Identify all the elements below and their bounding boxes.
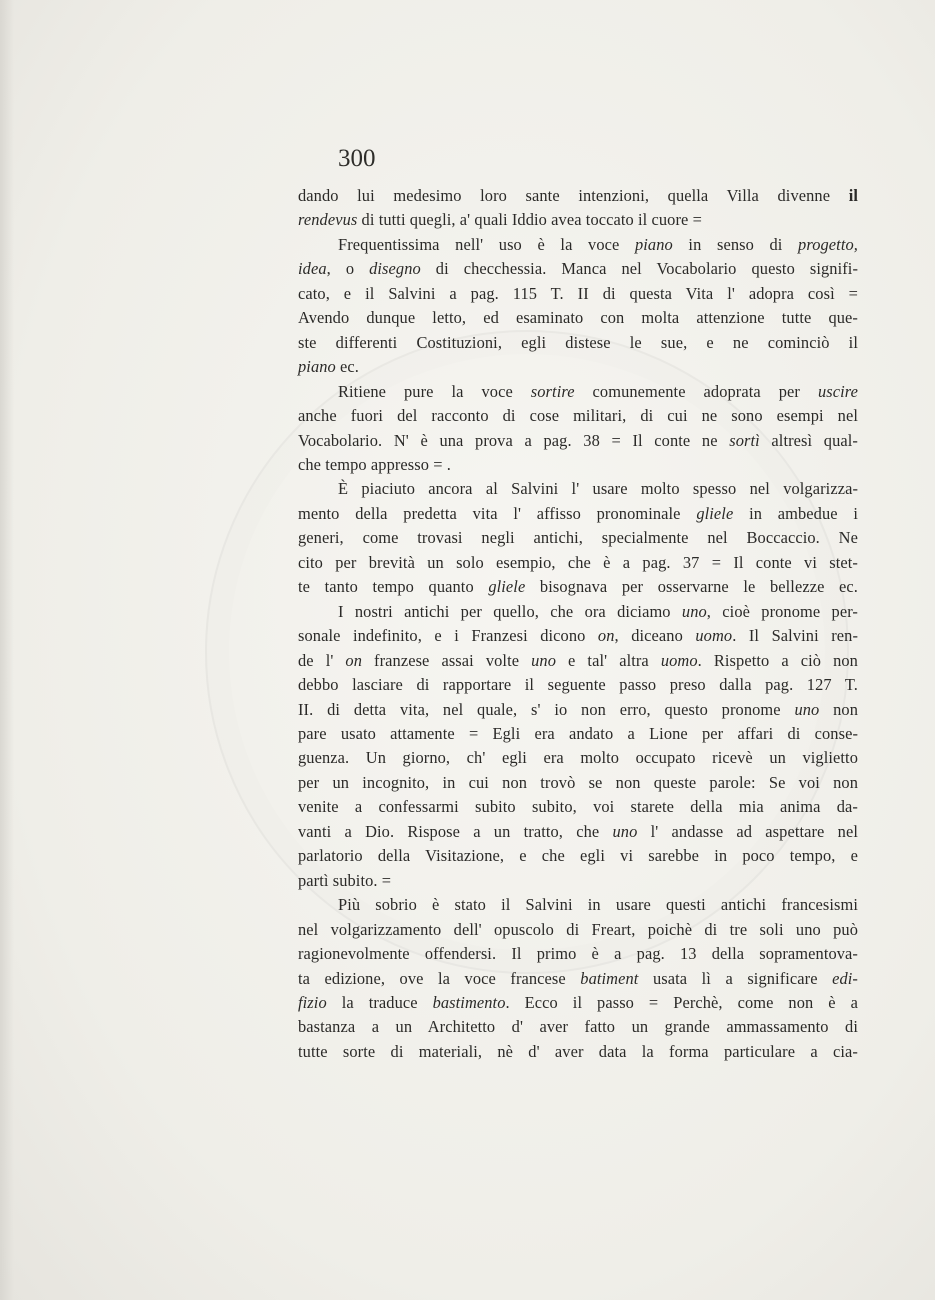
- text-run: per un incognito, in cui non trovò se non queste parole: Se voi non: [298, 772, 858, 792]
- text-run: anche fuori del racconto di cose militari, di cui ne sono esempi nel: [298, 406, 858, 426]
- text-run: ste differenti Costituzioni, egli distese le sue, e ne cominciò il: [298, 332, 858, 352]
- text-run: . Rispetto a ciò non: [697, 650, 858, 670]
- text-line: [298, 942, 858, 966]
- text-line: [298, 722, 858, 746]
- text-run: mento della predetta vita l' affisso pronominale: [298, 503, 697, 523]
- italic-term: sortì: [729, 430, 760, 450]
- text-run: che tempo appresso = .: [298, 454, 451, 474]
- text-run: di tutti quegli, a' quali Iddio avea toccato il cuore =: [357, 210, 702, 230]
- text-line: [298, 918, 858, 942]
- text-line: [298, 184, 858, 208]
- text-run: ragionevolmente offendersi. Il primo è a pag. 13 della sopramentova-: [298, 944, 858, 964]
- text-line: [298, 502, 858, 526]
- text-run: partì subito. =: [298, 870, 392, 890]
- text-run: dando lui medesimo loro sante intenzioni, quella Villa divenne: [298, 186, 849, 205]
- italic-term: piano: [298, 357, 336, 377]
- text-line: [298, 526, 858, 550]
- text-line: [298, 967, 858, 991]
- text-run: generi, come trovasi negli antichi, specialmente nel Boccaccio. Ne: [298, 528, 858, 548]
- text-line: [298, 746, 858, 770]
- text-run: te tanto tempo quanto: [298, 577, 489, 597]
- italic-term: uno: [612, 821, 638, 841]
- text-run: , diceano: [614, 626, 696, 646]
- text-line: [298, 404, 858, 428]
- text-run: comunemente adoprata per: [574, 381, 818, 401]
- text-run: di checchessia. Manca nel Vocabolario questo signifi-: [420, 259, 859, 279]
- text-line: [298, 282, 858, 306]
- page-edge-shadow: [0, 0, 14, 1300]
- italic-term: idea: [298, 259, 327, 279]
- text-run: ec.: [335, 357, 359, 377]
- text-line: [298, 698, 858, 722]
- text-line: [298, 869, 858, 893]
- italic-term: uno: [794, 699, 820, 719]
- text-run: Vocabolario. N' è una prova a pag. 38 = Il conte ne: [298, 430, 730, 450]
- text-run: ta edizione, ove la voce francese: [298, 968, 581, 988]
- italic-term: bastimento: [432, 992, 506, 1012]
- italic-term: progetto,: [798, 234, 858, 254]
- text-run: non: [819, 699, 858, 719]
- text-line: [298, 380, 858, 404]
- text-run: Avendo dunque letto, ed esaminato con molta attenzione tutte que-: [298, 308, 858, 328]
- text-line: [298, 771, 858, 795]
- text-line: [298, 893, 858, 917]
- text-run: Più sobrio è stato il Salvini in usare questi antichi francesismi: [338, 895, 858, 915]
- italic-term: edi-: [832, 968, 858, 988]
- text-line: [298, 331, 858, 355]
- italic-term: gliele: [488, 577, 526, 597]
- italic-term: gliele: [696, 503, 734, 523]
- text-line: [298, 355, 858, 379]
- text-line: [298, 795, 858, 819]
- text-run: vanti a Dio. Rispose a un tratto, che: [298, 821, 613, 841]
- italic-term: on: [345, 650, 363, 670]
- text-run: pare usato attamente = Egli era andato a Lione per affari di conse-: [298, 723, 858, 743]
- text-run: franzese assai volte: [362, 650, 532, 670]
- text-run: , cioè pronome per-: [706, 601, 858, 621]
- italic-term: on: [597, 626, 615, 646]
- text-run: tutte sorte di materiali, nè d' aver data la forma particulare a cia-: [298, 1041, 858, 1061]
- text-line: [298, 649, 858, 673]
- text-run: È piaciuto ancora al Salvini l' usare molto spesso nel volgarizza-: [338, 479, 858, 499]
- text-run: . Ecco il passo = Perchè, come non è a: [505, 992, 858, 1012]
- text-run: bisognava per osservarne le bellezze ec.: [525, 577, 858, 597]
- italic-term: uno: [531, 650, 557, 670]
- text-line: [298, 477, 858, 501]
- text-run: cito per brevità un solo esempio, che è a pag. 37 = Il conte vi stet-: [298, 552, 858, 572]
- italic-term: uomo: [695, 626, 733, 646]
- text-run: e tal' altra: [556, 650, 661, 670]
- text-line: [298, 575, 858, 599]
- text-run: usata lì a significare: [638, 968, 833, 988]
- bold-term: il: [848, 186, 858, 205]
- text-line: [298, 844, 858, 868]
- body-text: [298, 184, 858, 1064]
- text-run: de l': [298, 650, 346, 670]
- italic-term: uno: [681, 601, 707, 621]
- text-line: [298, 1040, 858, 1064]
- text-line: [298, 429, 858, 453]
- text-line: [298, 551, 858, 575]
- text-line: [298, 991, 858, 1015]
- text-line: [298, 624, 858, 648]
- text-run: , o: [326, 259, 370, 279]
- italic-term: fizio: [298, 992, 327, 1012]
- text-run: debbo lasciare di rapportare il seguente passo preso dalla pag. 127 T.: [298, 675, 858, 695]
- text-run: I nostri antichi per quello, che ora diciamo: [338, 601, 682, 621]
- text-run: parlatorio della Visitazione, e che egli vi sarebbe in poco tempo, e: [298, 846, 858, 866]
- text-run: Frequentissima nell' uso è la voce: [338, 234, 635, 254]
- text-run: in ambedue i: [733, 503, 859, 523]
- text-run: venite a confessarmi subito subito, voi starete della mia anima da-: [298, 797, 858, 817]
- text-line: [298, 820, 858, 844]
- text-run: II. di detta vita, nel quale, s' io non erro, questo pronome: [298, 699, 795, 719]
- text-run: sonale indefinito, e i Franzesi dicono: [298, 626, 598, 646]
- text-run: Ritiene pure la voce: [338, 381, 531, 401]
- italic-term: uscire: [817, 381, 858, 401]
- text-line: [298, 233, 858, 257]
- text-line: [298, 208, 858, 232]
- text-run: nel volgarizzamento dell' opuscolo di Freart, poichè di tre soli uno può: [298, 919, 858, 939]
- text-line: [298, 453, 858, 477]
- italic-term: piano: [634, 234, 673, 254]
- text-line: [298, 257, 858, 281]
- text-line: [298, 1015, 858, 1039]
- italic-term: rendevus: [298, 210, 358, 230]
- text-run: in senso di: [672, 234, 799, 254]
- text-run: guenza. Un giorno, ch' egli era molto occupato ricevè un viglietto: [298, 748, 858, 768]
- text-line: [298, 306, 858, 330]
- page-number: 300: [338, 145, 376, 172]
- text-run: . Il Salvini ren-: [732, 626, 858, 646]
- text-line: [298, 673, 858, 697]
- text-line: [298, 600, 858, 624]
- italic-term: sortire: [530, 381, 575, 401]
- text-run: bastanza a un Architetto d' aver fatto un grande ammassamento di: [298, 1017, 858, 1037]
- italic-term: disegno: [369, 259, 421, 279]
- italic-term: uomo: [660, 650, 698, 670]
- text-run: cato, e il Salvini a pag. 115 T. II di questa Vita l' adopra così =: [298, 283, 858, 303]
- text-run: la traduce: [326, 992, 433, 1012]
- italic-term: batiment: [580, 968, 639, 988]
- text-run: l' andasse ad aspettare nel: [637, 821, 858, 841]
- text-run: altresì qual-: [759, 430, 858, 450]
